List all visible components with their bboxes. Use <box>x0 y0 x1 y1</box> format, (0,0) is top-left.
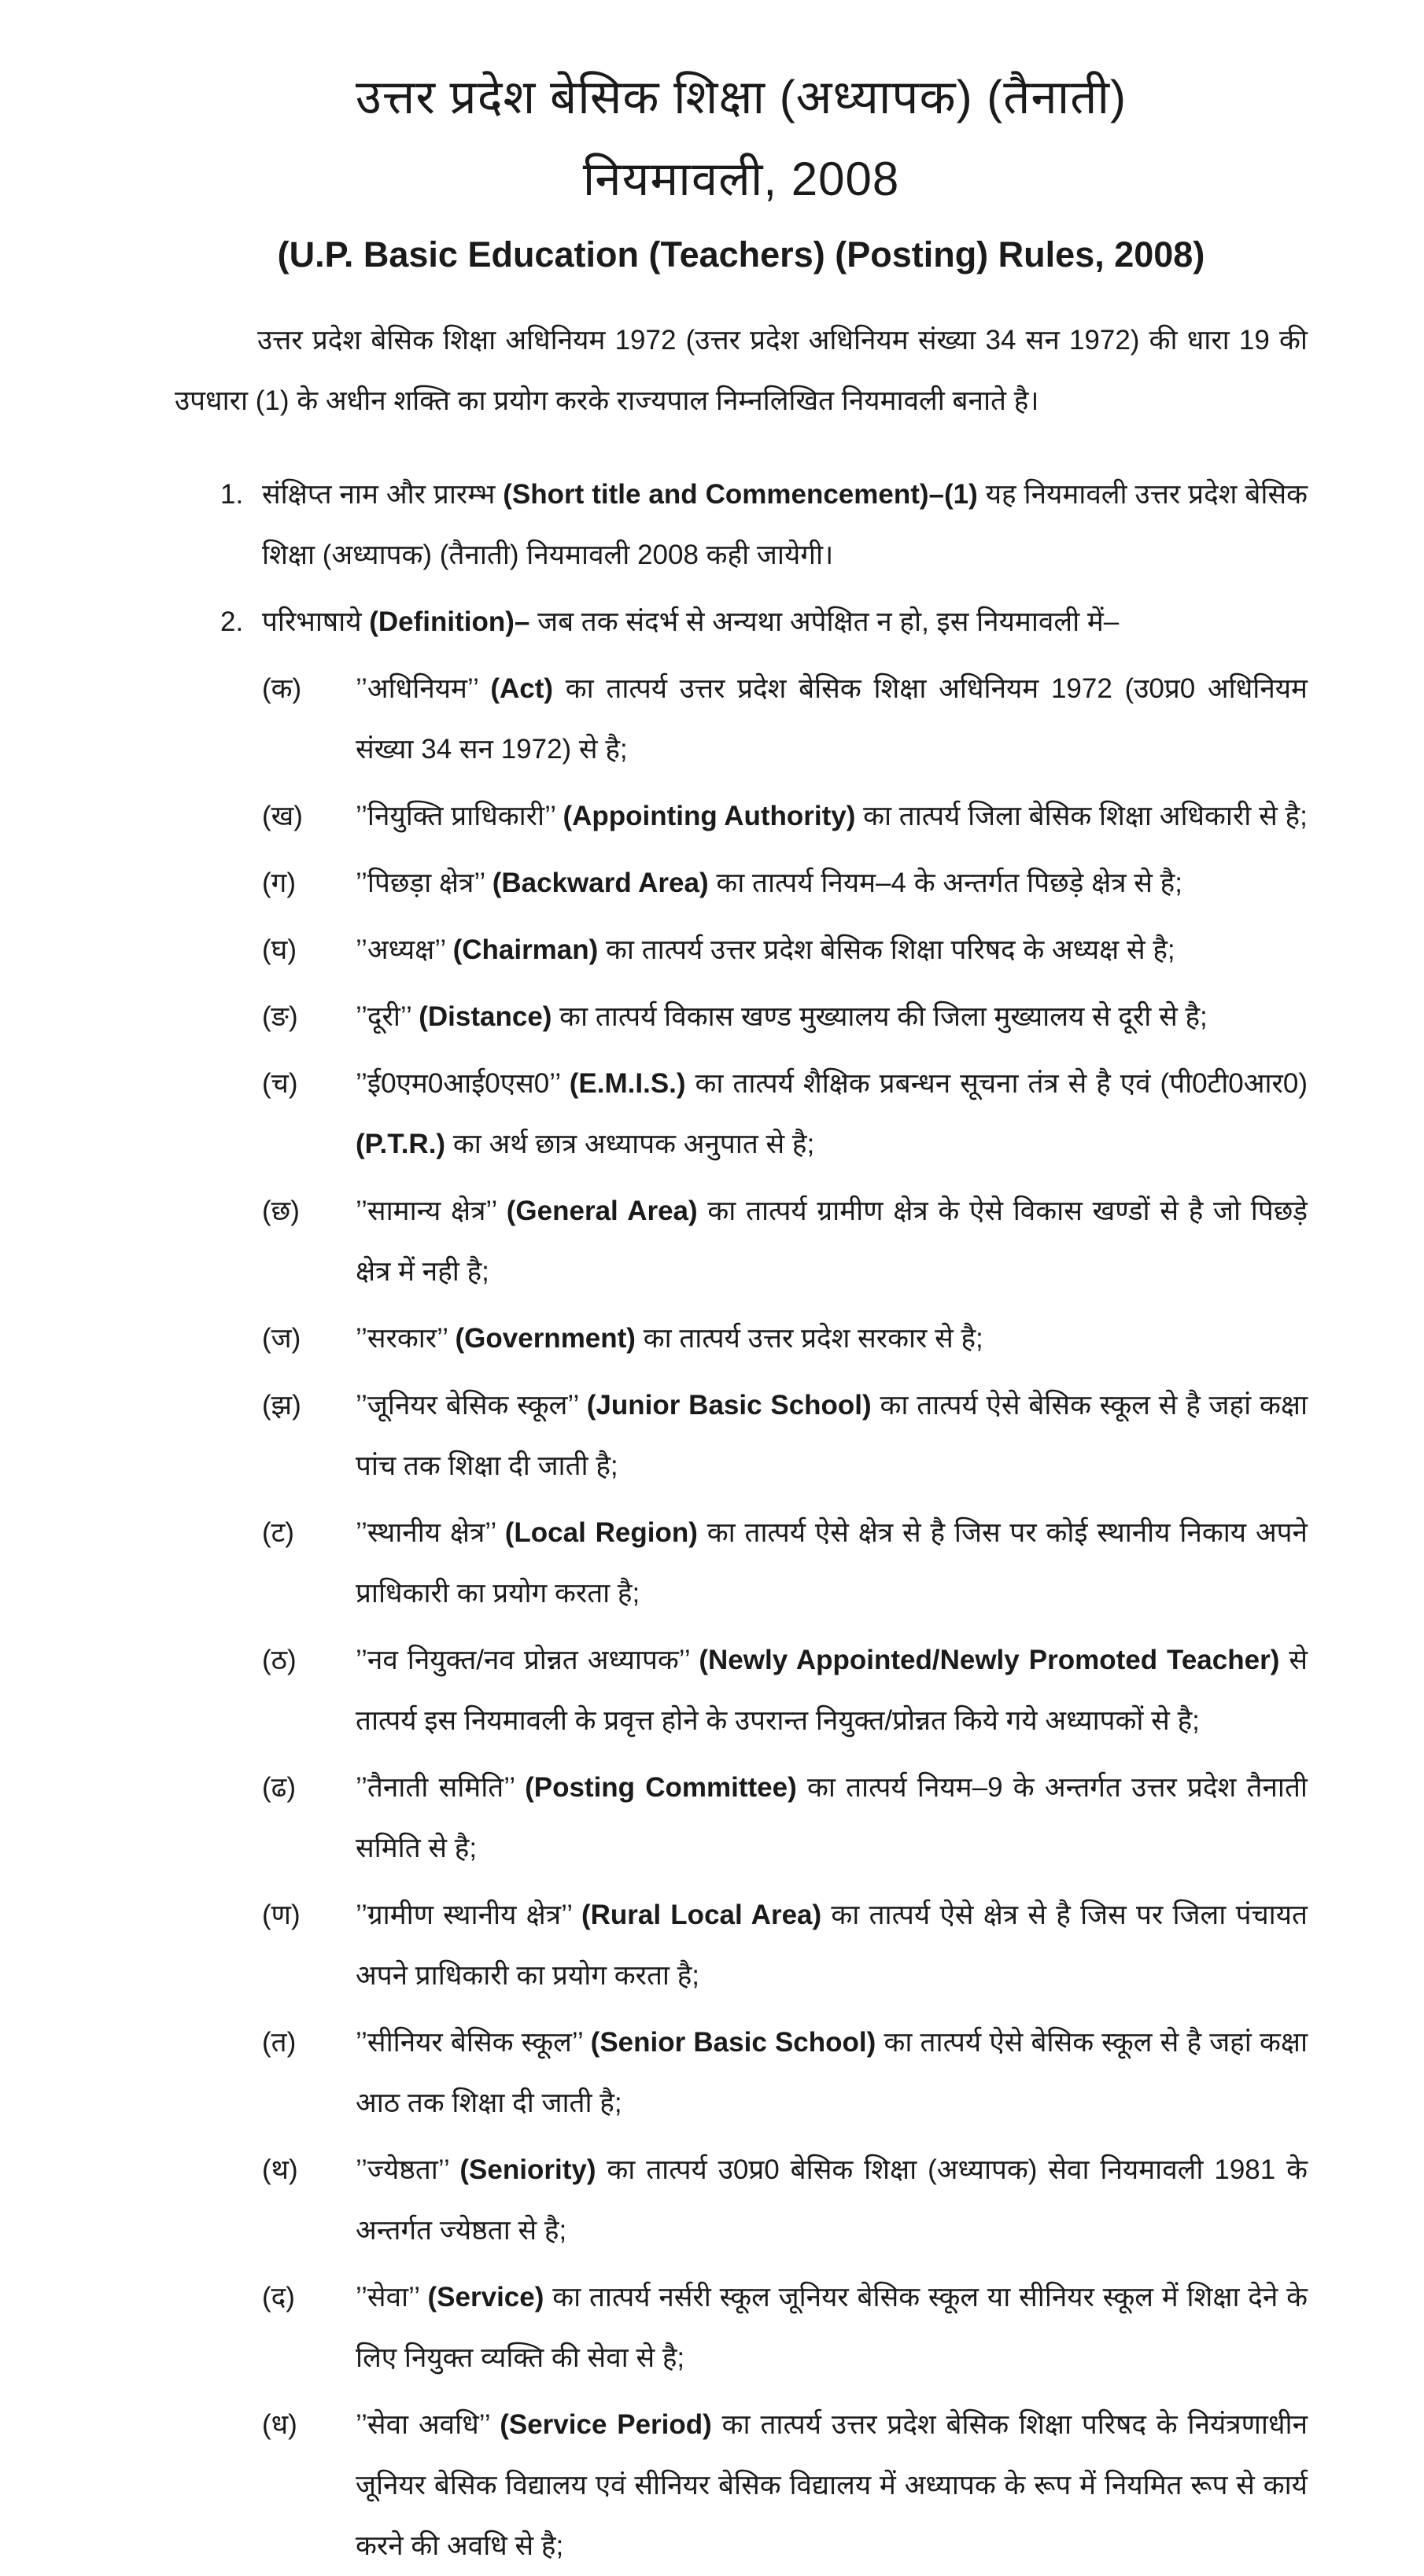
hindi-text: यह नियमावली उत्तर प्रदेश बेसिक शिक्षा (अध्यापक) (तैनाती) नियमावली 2008 कही जायेगी। <box>262 479 1308 570</box>
hindi-text: का तात्पर्य नियम–9 के अन्तर्गत उत्तर प्रदेश तैनाती समिति से है; <box>356 1772 1308 1863</box>
title-hindi-line2: नियमावली, 2008 <box>582 153 900 205</box>
hindi-text: का तात्पर्य जिला बेसिक शिक्षा अधिकारी से है; <box>855 801 1308 831</box>
definition-text <box>356 986 1308 1047</box>
definition-label: (घ) <box>262 934 297 965</box>
definition-label: (झ) <box>262 1390 301 1421</box>
hindi-text: का तात्पर्य ऐसे क्षेत्र से है जिस पर जिला पंचायत अपने प्राधिकारी का प्रयोग करता है; <box>356 1900 1308 1991</box>
english-term: (Appointing Authority) <box>563 801 856 831</box>
english-term: (Posting Committee) <box>525 1772 797 1803</box>
hindi-text: का तात्पर्य विकास खण्ड मुख्यालय की जिला मुख्यालय से दूरी से है; <box>552 1001 1208 1032</box>
rule-number: 1. <box>220 479 244 510</box>
english-term: (Definition)– <box>369 606 530 637</box>
hindi-text: ’’पिछड़ा क्षेत्र’’ <box>356 868 492 898</box>
english-term: (Backward Area) <box>492 868 709 898</box>
intro-paragraph: उत्तर प्रदेश बेसिक शिक्षा अधिनियम 1972 (उत्तर प्रदेश अधिनियम संख्या 34 सन 1972) की धारा 19 की उपधारा (1) के अधीन शक्ति का प्रयोग करके राज्यपाल निम्नलिखित नियमावली बनाते है। <box>175 325 1308 416</box>
hindi-text: का तात्पर्य नर्सरी स्कूल जूनियर बेसिक स्कूल या सीनियर स्कूल में शिक्षा देने के लिए नियुक्त व्यक्ति की सेवा से है; <box>356 2282 1308 2373</box>
definition-text <box>356 1502 1308 1623</box>
hindi-text: ’’नियुक्ति प्राधिकारी’’ <box>356 801 563 831</box>
definition-text <box>356 1181 1308 1302</box>
definition-text <box>356 1757 1308 1878</box>
definition-text <box>356 658 1308 779</box>
definition-item <box>262 2012 1308 2133</box>
definition-label: (द) <box>262 2282 295 2313</box>
definition-label: (क) <box>262 673 302 704</box>
english-term: (Seniority) <box>459 2154 596 2185</box>
hindi-text: का तात्पर्य उत्तर प्रदेश बेसिक शिक्षा अधिनियम 1972 (उ0प्र0 अधिनियम संख्या 34 सन 1972) से है; <box>356 673 1308 765</box>
hindi-text: ’’तैनाती समिति’’ <box>356 1772 526 1803</box>
definition-label: (ज) <box>262 1323 301 1354</box>
document-body <box>175 310 1308 2576</box>
title-english: (U.P. Basic Education (Teachers) (Posting) Rules, 2008) <box>277 234 1205 275</box>
hindi-text: ’’सामान्य क्षेत्र’’ <box>356 1196 507 1226</box>
hindi-text: ’’अधिनियम’’ <box>356 673 491 704</box>
english-term: (Service Period) <box>500 2409 712 2440</box>
definition-item <box>262 853 1308 913</box>
definition-label: (त) <box>262 2027 297 2058</box>
definition-label: (च) <box>262 1068 298 1099</box>
hindi-text: का तात्पर्य उ0प्र0 बेसिक शिक्षा (अध्यापक) सेवा नियमावली 1981 के अन्तर्गत ज्येष्ठता से है; <box>356 2154 1308 2246</box>
definition-item <box>262 1502 1308 1623</box>
hindi-text: ’’ज्येष्ठता’’ <box>356 2154 460 2185</box>
hindi-text: ’’ई0एम0आई0एस0’’ <box>356 1068 570 1099</box>
definition-label: (छ) <box>262 1196 300 1226</box>
definition-item <box>262 919 1308 980</box>
english-term: (E.M.I.S.) <box>569 1068 686 1099</box>
definition-item <box>262 2267 1308 2388</box>
english-term: (Distance) <box>419 1001 552 1032</box>
rule-text <box>262 591 1308 652</box>
hindi-text: का तात्पर्य शैक्षिक प्रबन्धन सूचना तंत्र से है एवं (पी0टी0आर0) <box>685 1068 1308 1099</box>
definition-item <box>262 1630 1308 1751</box>
english-term: (Service) <box>427 2282 544 2313</box>
definition-item <box>262 1375 1308 1496</box>
definition-item <box>262 1308 1308 1369</box>
hindi-text: का तात्पर्य उत्तर प्रदेश सरकार से है; <box>635 1323 983 1354</box>
definition-item <box>262 786 1308 846</box>
english-term: (Junior Basic School) <box>586 1390 872 1421</box>
rule-number: 2. <box>220 606 244 637</box>
definition-item <box>262 986 1308 1047</box>
hindi-text: का तात्पर्य ग्रामीण क्षेत्र के ऐसे विकास खण्डों से है जो पिछड़े क्षेत्र में नही है; <box>356 1196 1308 1287</box>
definition-text <box>356 786 1308 846</box>
hindi-text: परिभाषाये <box>262 606 370 637</box>
rule-item <box>220 464 1308 585</box>
document-header <box>175 57 1308 278</box>
definition-text <box>356 1053 1308 1174</box>
definition-item <box>262 1757 1308 1878</box>
hindi-text: का अर्थ छात्र अध्यापक अनुपात से है; <box>445 1129 815 1159</box>
hindi-text: संक्षिप्त नाम और प्रारम्भ <box>262 479 504 510</box>
english-term: (General Area) <box>506 1196 698 1226</box>
definition-label: (ख) <box>262 801 303 831</box>
definition-text <box>356 2394 1308 2576</box>
english-term: (Newly Appointed/Newly Promoted Teacher) <box>699 1645 1280 1675</box>
definition-text <box>356 919 1308 980</box>
rules-list <box>175 464 1308 652</box>
definition-text <box>356 1375 1308 1496</box>
english-term: (Chairman) <box>452 934 599 965</box>
rule-text <box>262 464 1308 585</box>
definition-label: (ढ) <box>262 1772 297 1803</box>
english-term: (Government) <box>455 1323 636 1354</box>
hindi-text: ’’सेवा अवधि’’ <box>356 2409 500 2440</box>
english-term: (Senior Basic School) <box>590 2027 876 2058</box>
definition-label: (ध) <box>262 2409 297 2440</box>
hindi-text: ’’सरकार’’ <box>356 1323 456 1354</box>
definition-item <box>262 1885 1308 2006</box>
definition-text <box>356 2012 1308 2133</box>
definition-item <box>262 2394 1308 2576</box>
definition-text <box>356 2139 1308 2261</box>
definition-item <box>262 1053 1308 1174</box>
definition-text <box>356 1885 1308 2006</box>
hindi-text: का तात्पर्य ऐसे क्षेत्र से है जिस पर कोई स्थानीय निकाय अपने प्राधिकारी का प्रयोग करता है; <box>356 1517 1308 1609</box>
hindi-text: ’’दूरी’’ <box>356 1001 419 1032</box>
definition-text <box>356 1630 1308 1751</box>
definition-label: (थ) <box>262 2154 298 2185</box>
hindi-text: ’’स्थानीय क्षेत्र’’ <box>356 1517 505 1548</box>
hindi-text: ’’ग्रामीण स्थानीय क्षेत्र’’ <box>356 1900 581 1930</box>
hindi-text: से तात्पर्य इस नियमावली के प्रवृत्त होने के उपरान्त नियुक्त/प्रोन्नत किये गये अध्यापकों से है; <box>356 1645 1308 1736</box>
definition-text <box>356 853 1308 913</box>
definition-text <box>356 2267 1308 2388</box>
hindi-text: ’’सेवा’’ <box>356 2282 428 2313</box>
definition-label: (ग) <box>262 868 297 898</box>
hindi-text: का तात्पर्य उत्तर प्रदेश बेसिक शिक्षा परिषद के नियंत्रणाधीन जूनियर बेसिक विद्यालय एवं सीनियर बेसिक विद्यालय में अध्यापक के रूप में नियमित रूप से कार्य करने की अवधि से है; <box>356 2409 1308 2561</box>
rule-item <box>220 591 1308 652</box>
definition-label: (ङ) <box>262 1001 298 1032</box>
english-term: (P.T.R.) <box>356 1129 446 1159</box>
title-hindi-line1: उत्तर प्रदेश बेसिक शिक्षा (अध्यापक) (तैनाती) <box>356 71 1127 123</box>
hindi-text: ’’नव नियुक्त/नव प्रोन्नत अध्यापक’’ <box>356 1645 699 1675</box>
definition-label: (ठ) <box>262 1645 297 1675</box>
definition-item <box>262 2139 1308 2261</box>
hindi-text: का तात्पर्य ऐसे बेसिक स्कूल से है जहां कक्षा पांच तक शिक्षा दी जाती है; <box>356 1390 1308 1481</box>
hindi-text: का तात्पर्य उत्तर प्रदेश बेसिक शिक्षा परिषद के अध्यक्ष से है; <box>598 934 1175 965</box>
hindi-text: का तात्पर्य ऐसे बेसिक स्कूल से है जहां कक्षा आठ तक शिक्षा दी जाती है; <box>356 2027 1308 2118</box>
hindi-text: ’’अध्यक्ष’’ <box>356 934 453 965</box>
definitions-list <box>175 658 1308 2576</box>
definition-text <box>356 1308 1308 1369</box>
hindi-text: का तात्पर्य नियम–4 के अन्तर्गत पिछड़े क्षेत्र से है; <box>708 868 1182 898</box>
definition-label: (ट) <box>262 1517 294 1548</box>
hindi-text: ’’सीनियर बेसिक स्कूल’’ <box>356 2027 591 2058</box>
hindi-text: जब तक संदर्भ से अन्यथा अपेक्षित न हो, इस नियमावली में– <box>529 606 1120 637</box>
hindi-text: ’’जूनियर बेसिक स्कूल’’ <box>356 1390 587 1421</box>
english-term: (Local Region) <box>504 1517 698 1548</box>
definition-item <box>262 1181 1308 1302</box>
definition-label: (ण) <box>262 1900 301 1930</box>
definition-item <box>262 658 1308 779</box>
english-term: (Short title and Commencement)–(1) <box>503 479 978 510</box>
english-term: (Rural Local Area) <box>581 1900 822 1930</box>
english-term: (Act) <box>490 673 554 704</box>
